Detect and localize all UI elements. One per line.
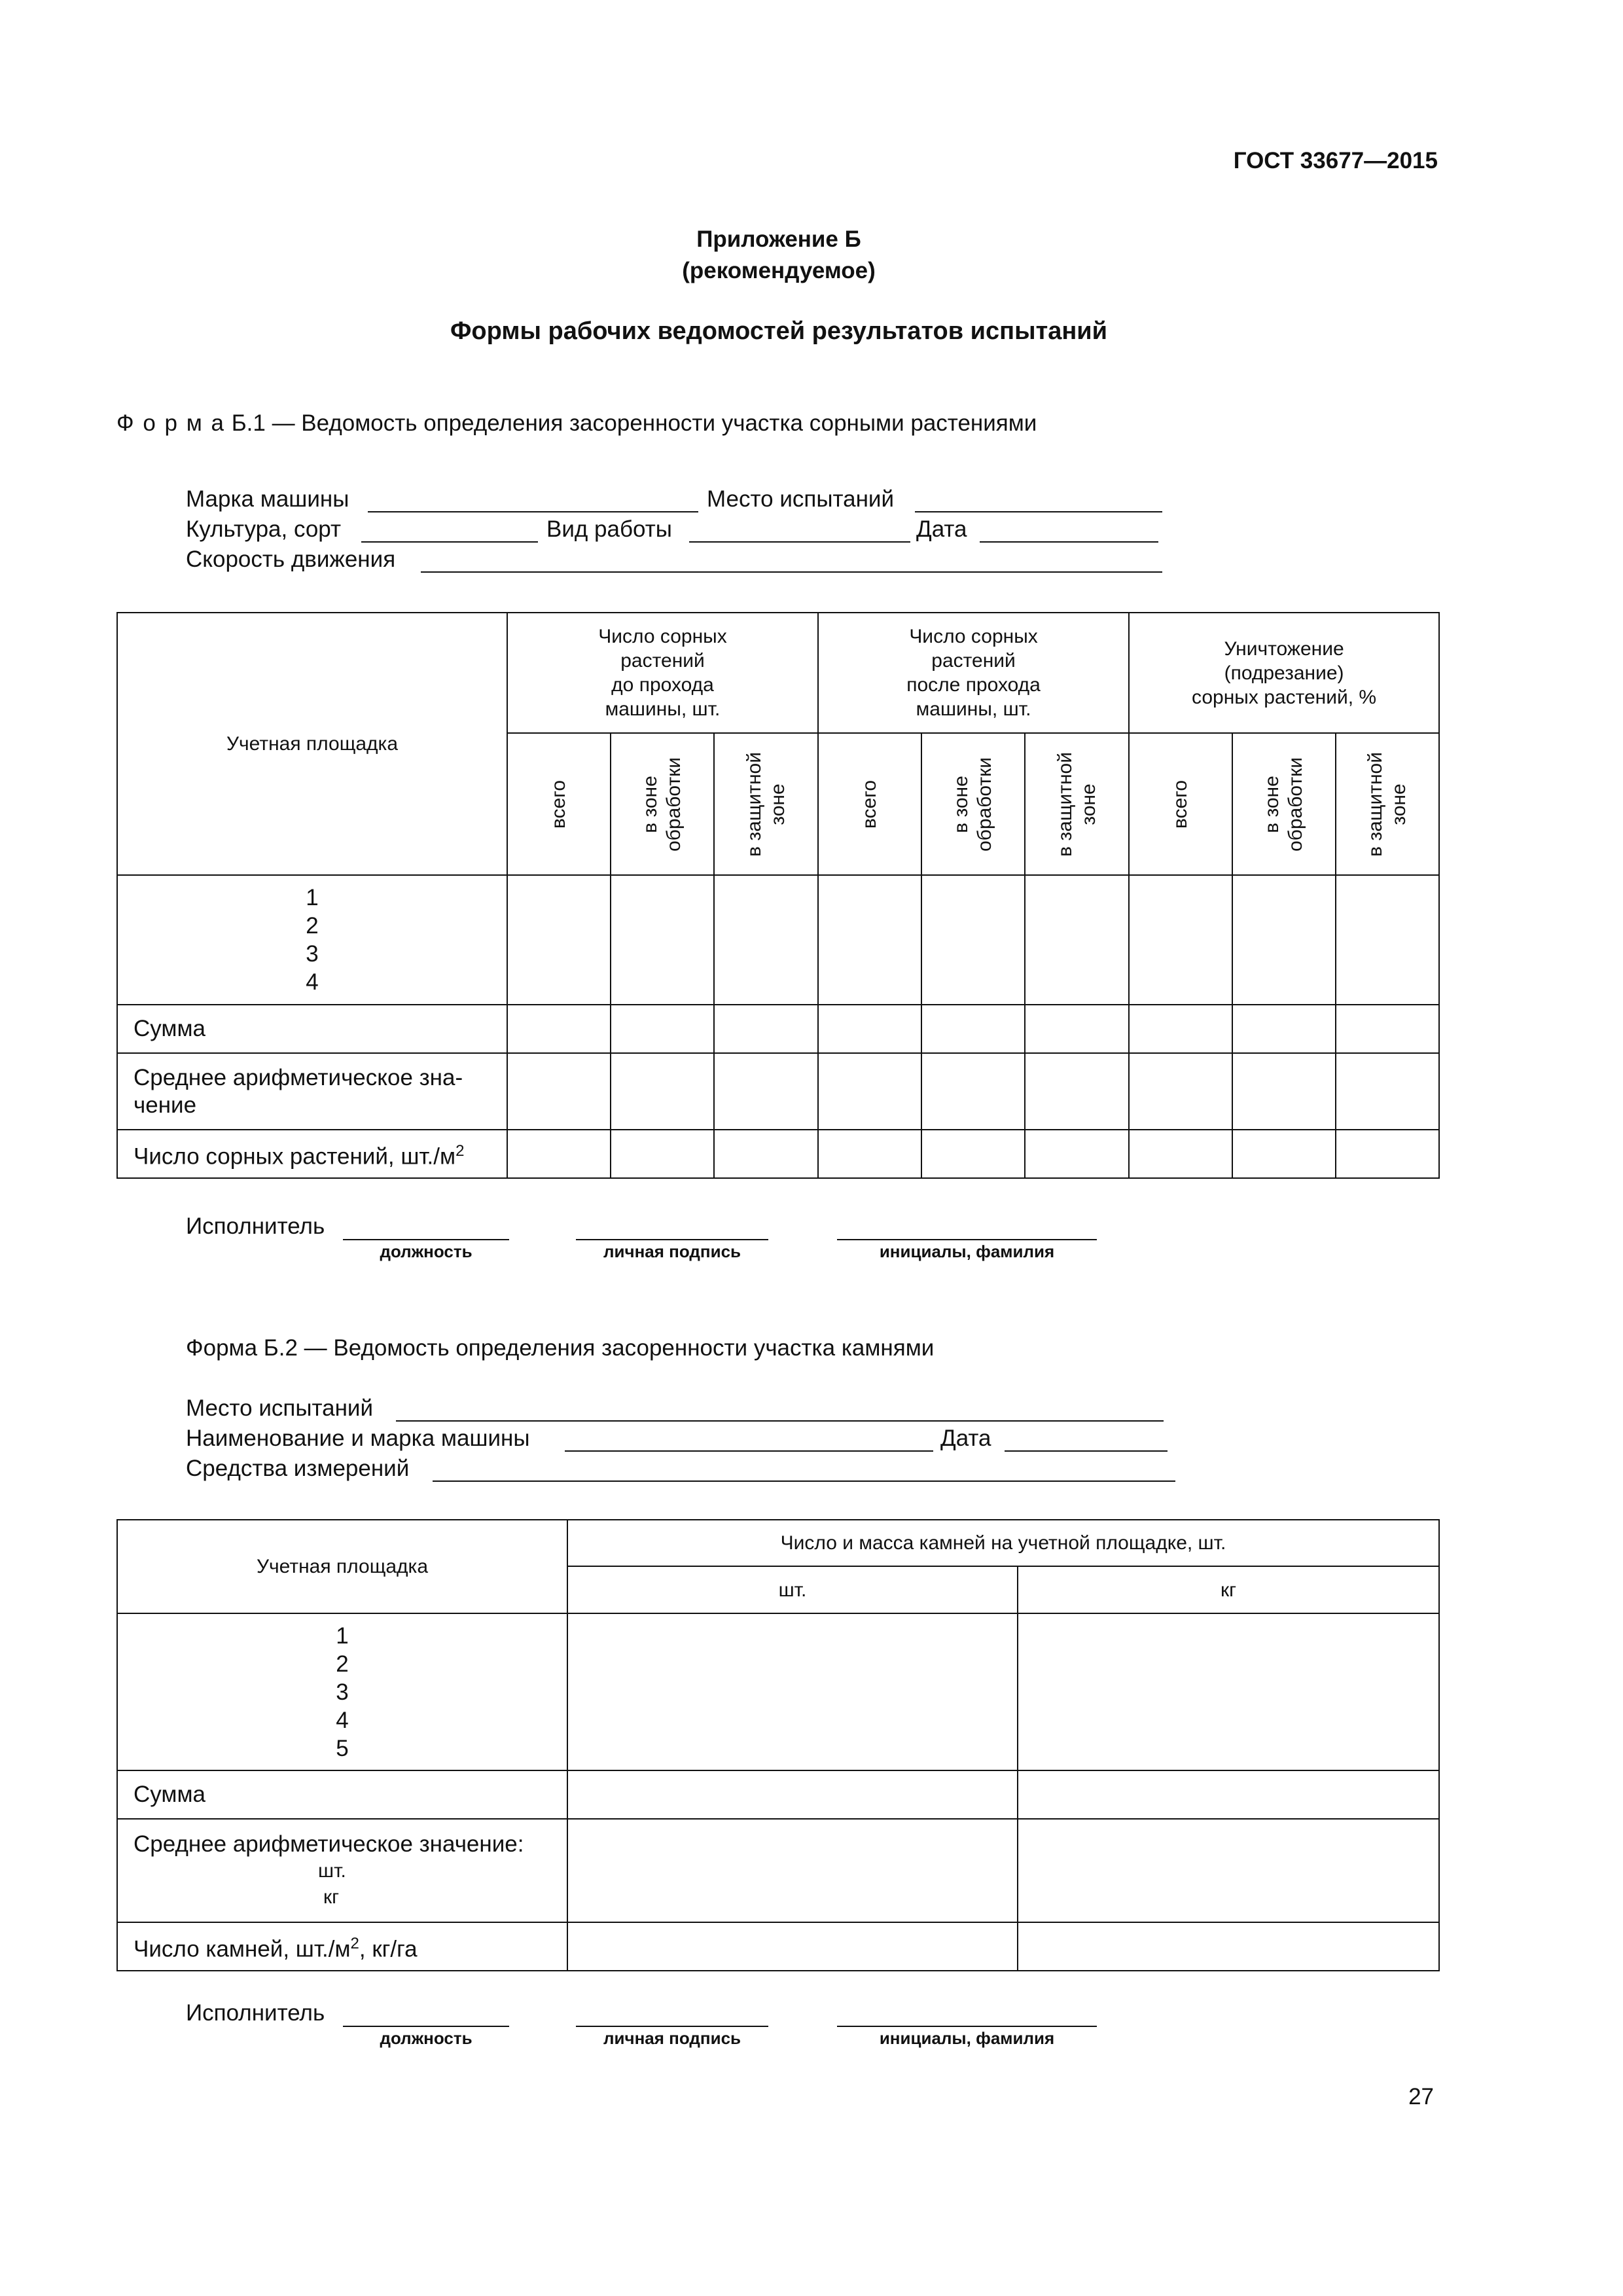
cell[interactable] [1129, 1005, 1232, 1053]
name2-line[interactable] [837, 2026, 1097, 2027]
row-mean-line1: Среднее арифметическое зна- [134, 1064, 463, 1090]
cell[interactable] [714, 1053, 818, 1130]
cell[interactable] [507, 1053, 611, 1130]
cell[interactable] [567, 1770, 1018, 1819]
header-before-line1: Число сорных [598, 626, 727, 647]
field-machine-brand-label: Марка машины [186, 486, 349, 512]
form1-title [116, 410, 1037, 437]
page-number: 27 [1408, 2084, 1434, 2109]
row-mean-label [117, 1053, 507, 1130]
sub-protect-after: в защитной зоне [1054, 751, 1099, 857]
row-count-label: Число сорных растений, $шт./м^2$ [117, 1130, 507, 1178]
sub-total-destruction: всего [1169, 780, 1192, 829]
position2-line[interactable] [343, 2026, 509, 2027]
field-crop-label: Культура, сорт [186, 516, 342, 542]
header-destruction [1129, 613, 1439, 733]
field-speed-line[interactable] [421, 571, 1162, 573]
cell[interactable] [611, 1053, 714, 1130]
field2-date-label: Дата [940, 1426, 991, 1451]
cell[interactable] [714, 875, 818, 1005]
sub-total-before: всего [548, 780, 569, 829]
main-title: Формы рабочих ведомостей результатов испытаний [450, 317, 1107, 345]
header-destruction-line2: (подрезание) [1224, 662, 1344, 684]
signature2-caption: личная подпись [603, 2028, 741, 2048]
field2-machine-label: Наименование и марка машины [186, 1426, 530, 1451]
plot-number: 3 [336, 1679, 349, 1705]
signature-caption: личная подпись [603, 1242, 741, 1261]
plot-number: 4 [306, 969, 319, 995]
header-destruction-line1: Уничтожение [1224, 637, 1344, 660]
form2-title: Форма Б.2 — Ведомость определения засоренности участка камнями [186, 1335, 935, 1361]
field-work-type-label: Вид работы [546, 516, 672, 542]
cell[interactable] [1336, 1053, 1439, 1130]
field-machine-brand-line[interactable] [368, 511, 698, 512]
appendix-title: Приложение Б [696, 226, 861, 252]
cell[interactable] [921, 1005, 1025, 1053]
cell[interactable] [507, 1130, 611, 1178]
field-test-place-line[interactable] [915, 511, 1162, 512]
header-after-line2: растений [931, 650, 1016, 672]
position-caption: должность [380, 1242, 473, 1261]
cell[interactable] [1129, 875, 1232, 1005]
position-line[interactable] [343, 1239, 509, 1240]
field2-test-place-label: Место испытаний [186, 1395, 374, 1421]
row2-mean-label [117, 1819, 567, 1922]
field2-date-line[interactable] [1005, 1450, 1168, 1452]
executor-label: Исполнитель [186, 1213, 325, 1239]
cell[interactable] [1018, 1819, 1439, 1922]
name2-caption: инициалы, фамилия [879, 2028, 1055, 2048]
field-crop-line[interactable] [361, 541, 538, 543]
header-after-line4: машины, шт. [916, 698, 1031, 720]
header-plot: Учетная площадка [117, 613, 507, 875]
header2-plot: Учетная площадка [117, 1520, 567, 1613]
cell[interactable] [507, 875, 611, 1005]
plot-number: 1 [306, 885, 319, 910]
form1-caption: Б.1 — Ведомость определения засоренности участка сорными растениями [231, 410, 1037, 436]
cell[interactable] [1232, 1005, 1336, 1053]
row2-mean-kg: кг [323, 1886, 340, 1908]
sub-protect-destruction: в защитной зоне [1364, 751, 1410, 857]
cell[interactable] [714, 1130, 818, 1178]
cell[interactable] [1025, 1130, 1129, 1178]
name-line[interactable] [837, 1239, 1097, 1240]
plot-number: 5 [336, 1735, 349, 1761]
field-work-type-line[interactable] [689, 541, 910, 543]
field2-instruments-label: Средства измерений [186, 1456, 410, 1481]
header-after-line1: Число сорных [909, 626, 1038, 647]
sub-protect-before: в защитной зоне [743, 751, 789, 857]
appendix-subtitle: (рекомендуемое) [682, 258, 876, 283]
cell[interactable] [611, 1130, 714, 1178]
header-before-line2: растений [620, 650, 705, 672]
cell[interactable] [1232, 1130, 1336, 1178]
header-destruction-line3: сорных растений, % [1192, 686, 1377, 708]
row2-count-label: Число камней, $шт./м^2$, кг/га [117, 1922, 567, 1971]
cell[interactable] [507, 1005, 611, 1053]
header2-group: Число и масса камней на учетной площадке, шт. [567, 1520, 1439, 1566]
plot-numbers [117, 875, 507, 1005]
form1-prefix: Ф о р м а [116, 410, 225, 436]
cell[interactable] [1018, 1613, 1439, 1770]
field-speed-label: Скорость движения [186, 547, 396, 572]
row2-sum-label: Сумма [117, 1770, 567, 1819]
cell[interactable] [714, 1005, 818, 1053]
cell[interactable] [1025, 875, 1129, 1005]
cell[interactable] [1336, 1130, 1439, 1178]
cell[interactable] [921, 1053, 1025, 1130]
sub-total-after: всего [859, 780, 881, 829]
plot-number: 1 [336, 1623, 349, 1649]
cell[interactable] [818, 1130, 921, 1178]
cell[interactable] [1025, 1005, 1129, 1053]
cell[interactable] [567, 1819, 1018, 1922]
plot-number: 2 [306, 913, 319, 939]
cell[interactable] [1336, 875, 1439, 1005]
header-before-line3: до прохода [611, 674, 714, 696]
cell[interactable] [818, 875, 921, 1005]
cell[interactable] [818, 1053, 921, 1130]
cell[interactable] [1018, 1770, 1439, 1819]
sub-zone-destruction: в зоне обработки [1261, 757, 1307, 852]
plot-number: 4 [336, 1707, 349, 1733]
cell[interactable] [567, 1922, 1018, 1971]
cell[interactable] [611, 1005, 714, 1053]
form2-table [116, 1519, 1440, 1971]
sub-zone-before: в зоне обработки [639, 757, 685, 852]
header2-pcs: шт. [567, 1566, 1018, 1613]
header-before-pass [507, 613, 818, 733]
field2-instruments-line[interactable] [433, 1480, 1175, 1482]
plot2-numbers [117, 1613, 567, 1770]
field2-test-place-line[interactable] [396, 1420, 1164, 1422]
plot-number: 2 [336, 1651, 349, 1677]
cell[interactable] [1336, 1005, 1439, 1053]
cell[interactable] [1232, 875, 1336, 1005]
header-before-line4: машины, шт. [605, 698, 721, 720]
standard-number: ГОСТ 33677—2015 [1233, 148, 1438, 173]
field-date-line[interactable] [980, 541, 1158, 543]
header-after-pass [818, 613, 1129, 733]
cell[interactable] [1018, 1922, 1439, 1971]
signature2-line[interactable] [576, 2026, 768, 2027]
header-after-line3: после прохода [906, 674, 1041, 696]
cell[interactable] [921, 875, 1025, 1005]
field-date-label: Дата [916, 516, 967, 542]
row2-mean-pcs: шт. [318, 1860, 346, 1882]
cell[interactable] [567, 1613, 1018, 1770]
cell[interactable] [921, 1130, 1025, 1178]
field2-machine-line[interactable] [565, 1450, 933, 1452]
name-caption: инициалы, фамилия [879, 1242, 1055, 1261]
signature-line[interactable] [576, 1239, 768, 1240]
cell[interactable] [1025, 1053, 1129, 1130]
cell[interactable] [611, 875, 714, 1005]
field-test-place-label: Место испытаний [707, 486, 895, 512]
row-sum-label: Сумма [117, 1005, 507, 1053]
cell[interactable] [1129, 1130, 1232, 1178]
sub-zone-after: в зоне обработки [950, 757, 996, 852]
executor2-label: Исполнитель [186, 2000, 325, 2026]
row-mean-line2: чение [134, 1092, 197, 1118]
cell[interactable] [1129, 1053, 1232, 1130]
row2-mean-line1: Среднее арифметическое значение: [134, 1831, 524, 1857]
position2-caption: должность [380, 2028, 473, 2048]
cell[interactable] [1232, 1053, 1336, 1130]
header2-kg: кг [1018, 1566, 1439, 1613]
plot-number: 3 [306, 941, 319, 967]
form1-table [116, 612, 1440, 1179]
cell[interactable] [818, 1005, 921, 1053]
